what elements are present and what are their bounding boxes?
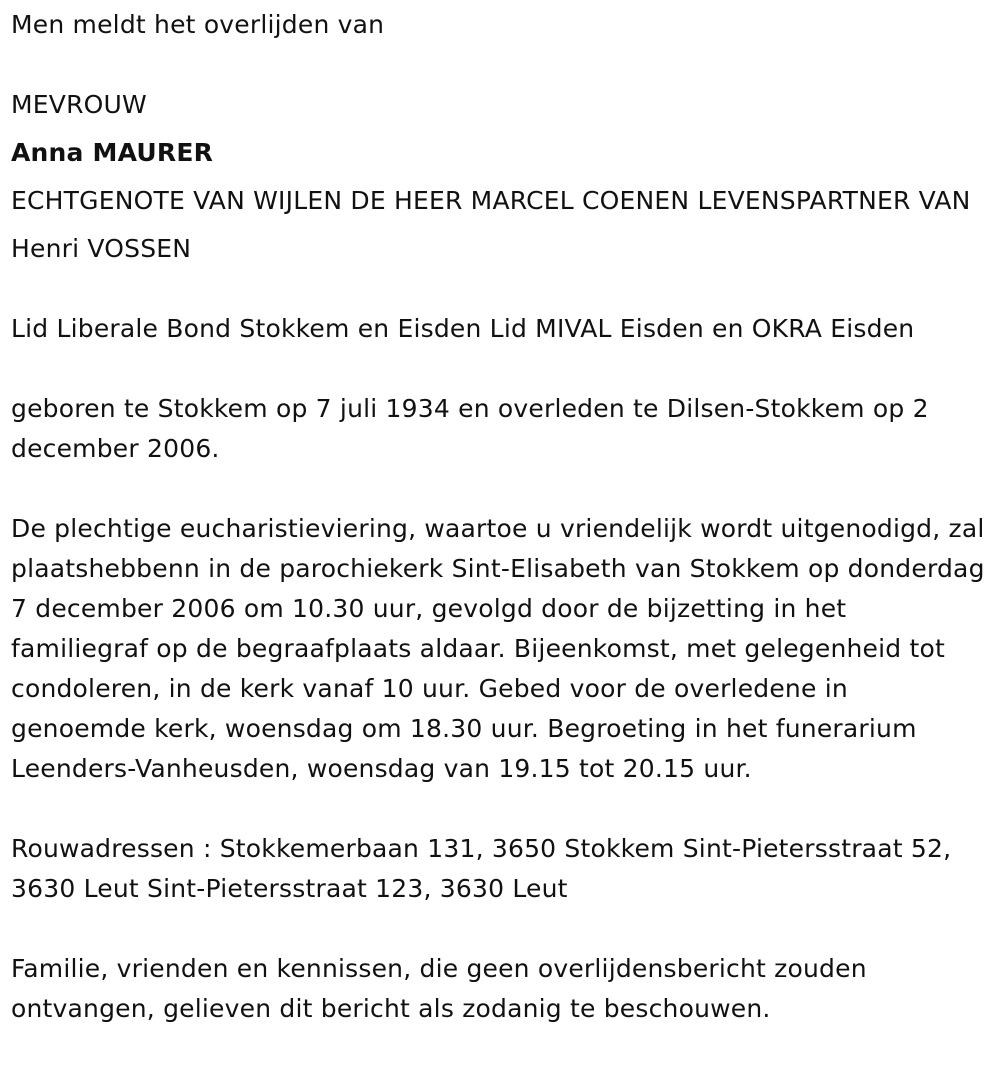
- death-notice: [11, 5, 991, 1029]
- relation-text: ECHTGENOTE VAN WIJLEN DE HEER MARCEL COENEN LEVENSPARTNER VAN: [11, 186, 971, 215]
- honorific-title: MEVROUW: [11, 90, 147, 119]
- memberships-text: Lid Liberale Bond Stokkem en Eisden Lid MIVAL Eisden en OKRA Eisden: [11, 314, 915, 343]
- ceremony-text: De plechtige eucharistieviering, waartoe u vriendelijk wordt uitgenodigd, zal plaatshebbenn in de parochiekerk Sint-Elisabeth van Stokkem op donderdag 7 december 2006 om 10.30 uur, gevolgd door de bijzetting in het familiegraf op de begraafplaats aldaar. Bijeenkomst, met gelegenheid tot condoleren, in de kerk vanaf 10 uur. Gebed voor de overledene in genoemde kerk, woensdag om 18.30 uur. Begroeting in het funerarium Leenders-Vanheusden, woensdag van 19.15 tot 20.15 uur.: [11, 514, 985, 783]
- closing-text: Familie, vrienden en kennissen, die geen overlijdensbericht zouden ontvangen, gelieven dit bericht als zodanig te beschouwen.: [11, 954, 867, 1023]
- birth-death-text: geboren te Stokkem op 7 juli 1934 en overleden te Dilsen-Stokkem op 2 december 2006.: [11, 394, 929, 463]
- deceased-name: Anna MAURER: [11, 138, 214, 167]
- addresses-text: Rouwadressen : Stokkemerbaan 131, 3650 Stokkem Sint-Pietersstraat 52, 3630 Leut Sint-Pietersstraat 123, 3630 Leut: [11, 834, 952, 903]
- partner-name: Henri VOSSEN: [11, 234, 192, 263]
- intro-text: Men meldt het overlijden van: [11, 10, 385, 39]
